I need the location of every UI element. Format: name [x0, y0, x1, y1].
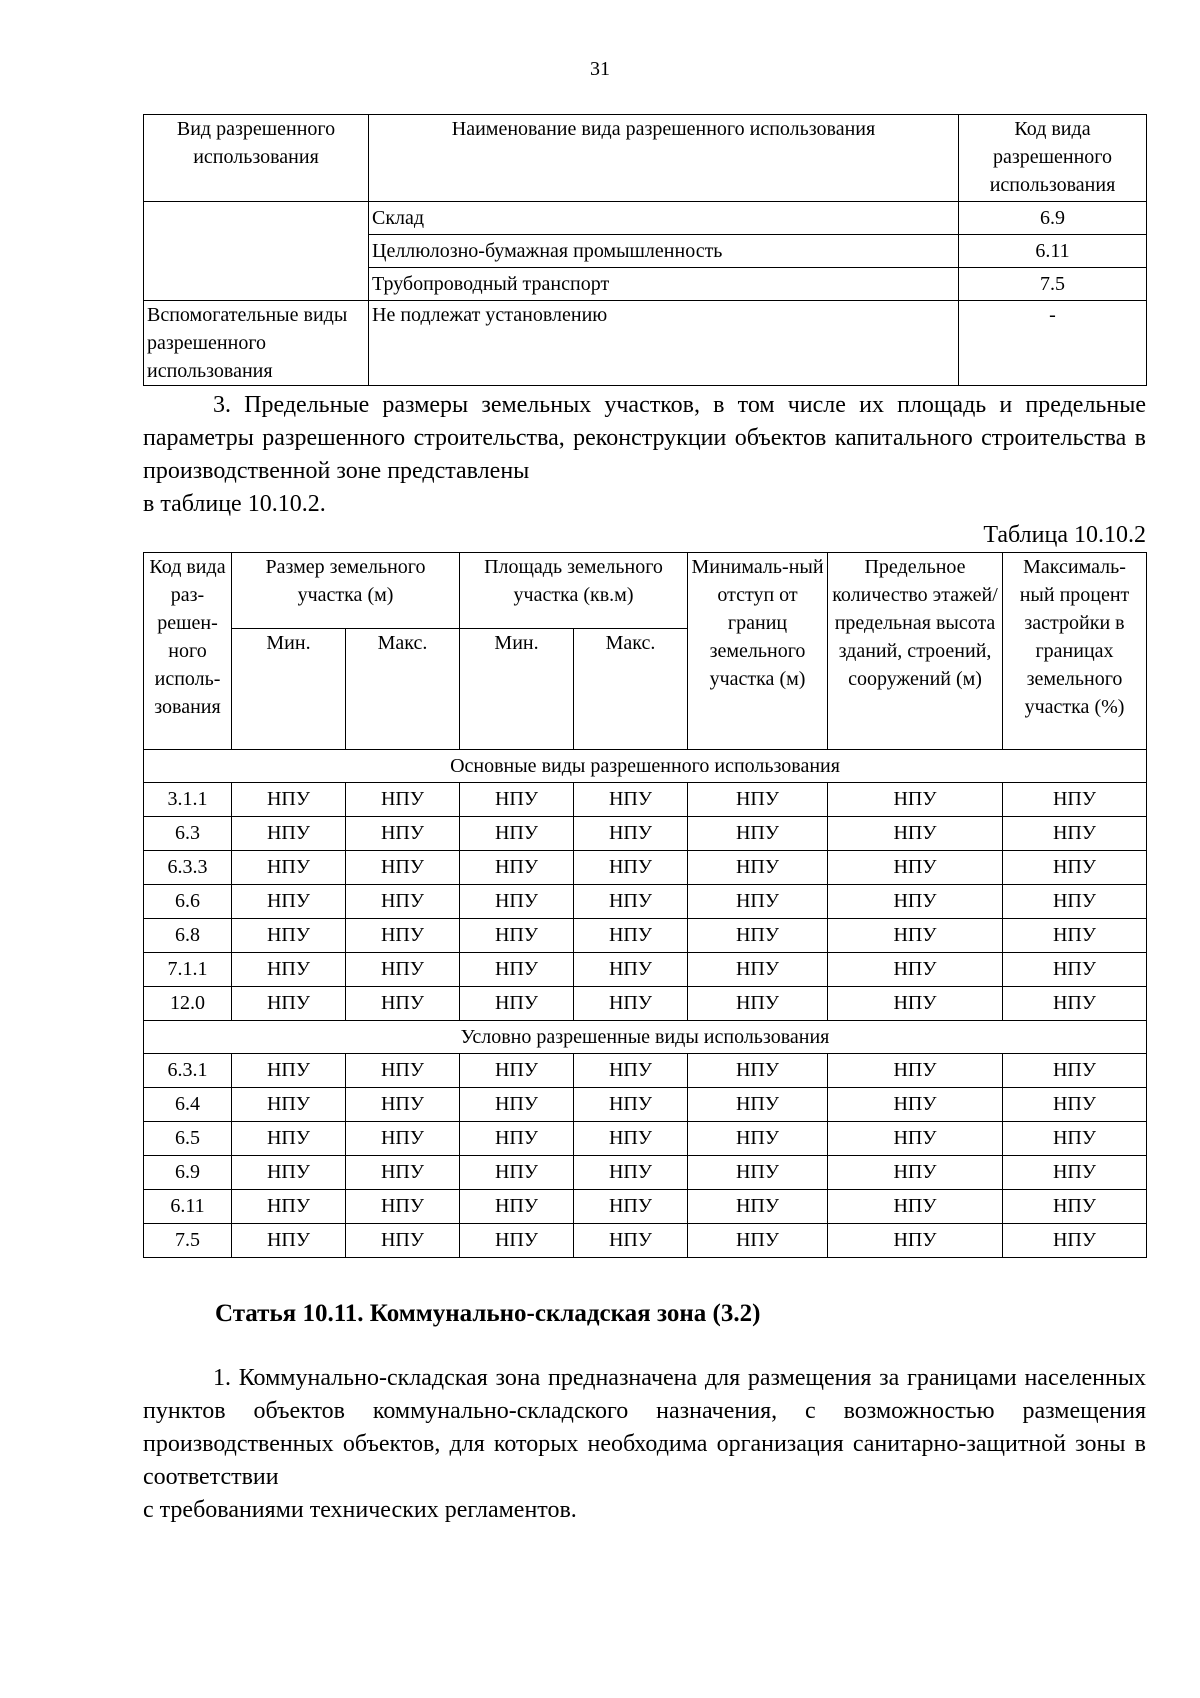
aux-use-type: Вспомогательные виды разрешенного использования — [144, 301, 369, 386]
value-cell: НПУ — [688, 1224, 828, 1258]
header-size-max: Макс. — [346, 629, 460, 750]
value-cell: НПУ — [574, 1088, 688, 1122]
value-cell: НПУ — [232, 885, 346, 919]
value-cell: НПУ — [460, 783, 574, 817]
value-cell: НПУ — [346, 953, 460, 987]
use-code: 6.3 — [144, 817, 232, 851]
value-cell: НПУ — [688, 851, 828, 885]
value-cell: НПУ — [688, 1088, 828, 1122]
value-cell: НПУ — [828, 783, 1003, 817]
value-cell: НПУ — [232, 1156, 346, 1190]
table-row — [144, 301, 1147, 386]
use-code: 3.1.1 — [144, 783, 232, 817]
value-cell: НПУ — [460, 987, 574, 1021]
paragraph-text-end: в таблице 10.10.2. — [143, 491, 326, 517]
value-cell: НПУ — [574, 817, 688, 851]
use-name: Целлюлозно-бумажная промышленность — [369, 235, 959, 268]
value-cell: НПУ — [828, 817, 1003, 851]
value-cell: НПУ — [346, 851, 460, 885]
value-cell: НПУ — [828, 1224, 1003, 1258]
section-title: Условно разрешенные виды использования — [144, 1021, 1147, 1054]
value-cell: НПУ — [574, 919, 688, 953]
value-cell: НПУ — [346, 817, 460, 851]
value-cell: НПУ — [688, 1156, 828, 1190]
table-row — [144, 885, 1147, 919]
use-code: 7.5 — [959, 268, 1147, 301]
value-cell: НПУ — [574, 1156, 688, 1190]
header-size: Размер земельного участка (м) — [232, 553, 460, 629]
value-cell: НПУ — [1003, 1224, 1147, 1258]
header-area-max: Макс. — [574, 629, 688, 750]
table-row — [144, 919, 1147, 953]
value-cell: НПУ — [460, 1190, 574, 1224]
value-cell: НПУ — [460, 1156, 574, 1190]
table-row — [144, 1088, 1147, 1122]
value-cell: НПУ — [232, 987, 346, 1021]
page-number: 31 — [590, 58, 610, 80]
value-cell: НПУ — [346, 885, 460, 919]
value-cell: НПУ — [232, 817, 346, 851]
value-cell: НПУ — [688, 885, 828, 919]
table-row — [144, 987, 1147, 1021]
paragraph-1 — [143, 1362, 1146, 1527]
value-cell: НПУ — [232, 919, 346, 953]
value-cell: НПУ — [1003, 1054, 1147, 1088]
value-cell: НПУ — [346, 1088, 460, 1122]
value-cell: НПУ — [1003, 1190, 1147, 1224]
value-cell: НПУ — [828, 987, 1003, 1021]
value-cell: НПУ — [346, 1156, 460, 1190]
use-code: 6.3.1 — [144, 1054, 232, 1088]
table-header-row — [144, 553, 1147, 629]
value-cell: НПУ — [346, 919, 460, 953]
empty-cell — [144, 202, 369, 301]
header-floors: Предельное количество этажей/ предельная высота зданий, строений, сооружений (м) — [828, 553, 1003, 750]
value-cell: НПУ — [232, 1224, 346, 1258]
use-code: 6.5 — [144, 1122, 232, 1156]
use-code: 6.9 — [959, 202, 1147, 235]
value-cell: НПУ — [574, 1190, 688, 1224]
value-cell: НПУ — [828, 885, 1003, 919]
value-cell: НПУ — [828, 1122, 1003, 1156]
value-cell: НПУ — [574, 953, 688, 987]
value-cell: НПУ — [460, 817, 574, 851]
value-cell: НПУ — [574, 851, 688, 885]
header-use-code: Код вида разрешенного использования — [959, 115, 1147, 202]
value-cell: НПУ — [688, 1190, 828, 1224]
use-name: Не подлежат установлению — [369, 301, 959, 386]
table-row — [144, 783, 1147, 817]
use-code: 6.4 — [144, 1088, 232, 1122]
paragraph-text: 3. Предельные размеры земельных участков, в том числе их площадь и предельные параметры разрешенного строительства, реконструкции объектов капитального строительства в производственной зоне представлены — [143, 392, 1146, 484]
article-heading: Статья 10.11. Коммунально-складская зона (3.2) — [215, 1300, 761, 1327]
value-cell: НПУ — [688, 817, 828, 851]
value-cell: НПУ — [828, 1054, 1003, 1088]
table-row — [144, 817, 1147, 851]
value-cell: НПУ — [1003, 1156, 1147, 1190]
value-cell: НПУ — [460, 953, 574, 987]
table-row — [144, 851, 1147, 885]
value-cell: НПУ — [346, 783, 460, 817]
value-cell: НПУ — [232, 1190, 346, 1224]
value-cell: НПУ — [688, 953, 828, 987]
value-cell: НПУ — [1003, 987, 1147, 1021]
use-code: 6.6 — [144, 885, 232, 919]
value-cell: НПУ — [574, 1054, 688, 1088]
value-cell: НПУ — [828, 953, 1003, 987]
value-cell: НПУ — [1003, 885, 1147, 919]
value-cell: НПУ — [346, 1190, 460, 1224]
value-cell: НПУ — [1003, 817, 1147, 851]
header-setback: Минималь-ный отступ от границ земельного участка (м) — [688, 553, 828, 750]
header-code: Код вида раз-решен-ного исполь-зования — [144, 553, 232, 750]
value-cell: НПУ — [460, 1088, 574, 1122]
value-cell: НПУ — [460, 885, 574, 919]
use-code: 6.8 — [144, 919, 232, 953]
value-cell: НПУ — [574, 783, 688, 817]
value-cell: НПУ — [232, 1054, 346, 1088]
value-cell: НПУ — [346, 987, 460, 1021]
value-cell: НПУ — [688, 1054, 828, 1088]
value-cell: НПУ — [828, 919, 1003, 953]
header-area-min: Мин. — [460, 629, 574, 750]
value-cell: НПУ — [574, 987, 688, 1021]
value-cell: НПУ — [232, 783, 346, 817]
table-row — [144, 1054, 1147, 1088]
use-name: Склад — [369, 202, 959, 235]
value-cell: НПУ — [460, 919, 574, 953]
permitted-use-table — [143, 114, 1147, 386]
table-row — [144, 1224, 1147, 1258]
value-cell: НПУ — [574, 885, 688, 919]
value-cell: НПУ — [346, 1224, 460, 1258]
use-code: - — [959, 301, 1147, 386]
value-cell: НПУ — [1003, 919, 1147, 953]
section-row — [144, 1021, 1147, 1054]
table-row — [144, 1190, 1147, 1224]
header-use-type: Вид разрешенного использования — [144, 115, 369, 202]
value-cell: НПУ — [232, 1122, 346, 1156]
use-code: 6.3.3 — [144, 851, 232, 885]
value-cell: НПУ — [460, 851, 574, 885]
use-code: 6.9 — [144, 1156, 232, 1190]
value-cell: НПУ — [460, 1224, 574, 1258]
value-cell: НПУ — [828, 1088, 1003, 1122]
value-cell: НПУ — [574, 1122, 688, 1156]
value-cell: НПУ — [346, 1054, 460, 1088]
header-coverage: Максималь-ный процент застройки в границах земельного участка (%) — [1003, 553, 1147, 750]
value-cell: НПУ — [460, 1054, 574, 1088]
value-cell: НПУ — [1003, 851, 1147, 885]
value-cell: НПУ — [460, 1122, 574, 1156]
value-cell: НПУ — [688, 1122, 828, 1156]
value-cell: НПУ — [232, 953, 346, 987]
header-area: Площадь земельного участка (кв.м) — [460, 553, 688, 629]
parameters-table — [143, 552, 1147, 1258]
table-header-row — [144, 115, 1147, 202]
value-cell: НПУ — [1003, 783, 1147, 817]
paragraph-text: 1. Коммунально-складская зона предназначена для размещения за границами населенных пунктов объектов коммунально-складского назначения, с возможностью размещения производственных объектов, для которых необходима организация санитарно-защитной зоны в соответствии — [143, 1365, 1146, 1490]
value-cell: НПУ — [688, 919, 828, 953]
paragraph-3 — [143, 389, 1146, 521]
use-code: 12.0 — [144, 987, 232, 1021]
value-cell: НПУ — [232, 851, 346, 885]
table-row — [144, 953, 1147, 987]
value-cell: НПУ — [828, 851, 1003, 885]
section-title: Основные виды разрешенного использования — [144, 750, 1147, 783]
paragraph-text-end: с требованиями технических регламентов. — [143, 1497, 577, 1523]
value-cell: НПУ — [1003, 1122, 1147, 1156]
value-cell: НПУ — [574, 1224, 688, 1258]
header-use-name: Наименование вида разрешенного использования — [369, 115, 959, 202]
value-cell: НПУ — [346, 1122, 460, 1156]
value-cell: НПУ — [688, 987, 828, 1021]
value-cell: НПУ — [1003, 1088, 1147, 1122]
table-row — [144, 202, 1147, 235]
use-name: Трубопроводный транспорт — [369, 268, 959, 301]
use-code: 6.11 — [959, 235, 1147, 268]
value-cell: НПУ — [1003, 953, 1147, 987]
use-code: 6.11 — [144, 1190, 232, 1224]
table-caption: Таблица 10.10.2 — [983, 522, 1146, 548]
use-code: 7.1.1 — [144, 953, 232, 987]
value-cell: НПУ — [688, 783, 828, 817]
value-cell: НПУ — [232, 1088, 346, 1122]
table-row — [144, 1156, 1147, 1190]
section-row — [144, 750, 1147, 783]
header-size-min: Мин. — [232, 629, 346, 750]
use-code: 7.5 — [144, 1224, 232, 1258]
table-row — [144, 1122, 1147, 1156]
value-cell: НПУ — [828, 1156, 1003, 1190]
value-cell: НПУ — [828, 1190, 1003, 1224]
